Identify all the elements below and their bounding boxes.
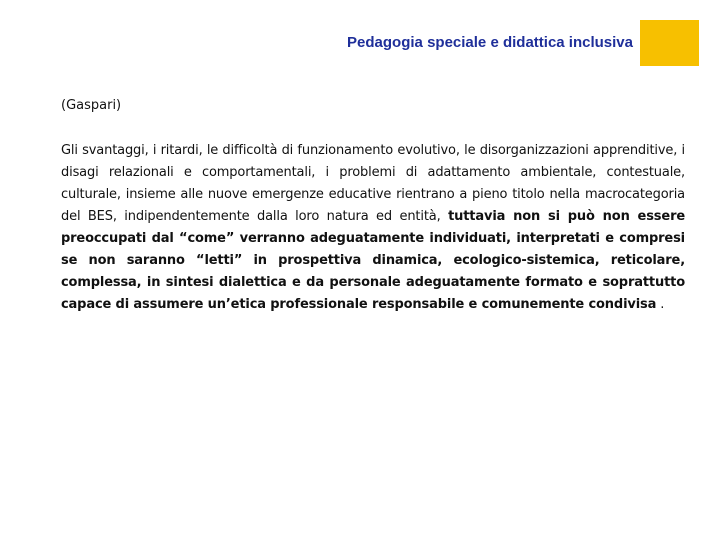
accent-box xyxy=(640,20,699,66)
paragraph-end-text: . xyxy=(656,297,665,312)
slide-title: Pedagogia speciale e didattica inclusiva xyxy=(347,34,633,51)
paragraph-bold-text: tuttavia non si può non essere preoccupati dal “come” verranno adeguatamente individuati, interpretati e compresi se non saranno “letti” in prospettiva dinamica, ecologico-sistemica, reticolare, complessa, in sintesi dialettica e da personale adeguatamente formato e soprattutto capace di assumere un’etica professionale responsabile e comunemente condivisa xyxy=(61,209,685,312)
author-citation: (Gaspari) xyxy=(61,98,122,113)
paragraph-normal-text: Gli svantaggi, i ritardi, le difficoltà di funzionamento evolutivo, le disorganizzazioni apprenditive, i disagi relazionali e comportamentali, i problemi di adattamento ambientale, contestuale, culturale, insieme alle nuove emergenze educative rientrano a pieno titolo nella macrocategoria del BES, indipendentemente dalla loro natura ed entità, xyxy=(61,143,685,224)
body-paragraph xyxy=(61,140,685,316)
